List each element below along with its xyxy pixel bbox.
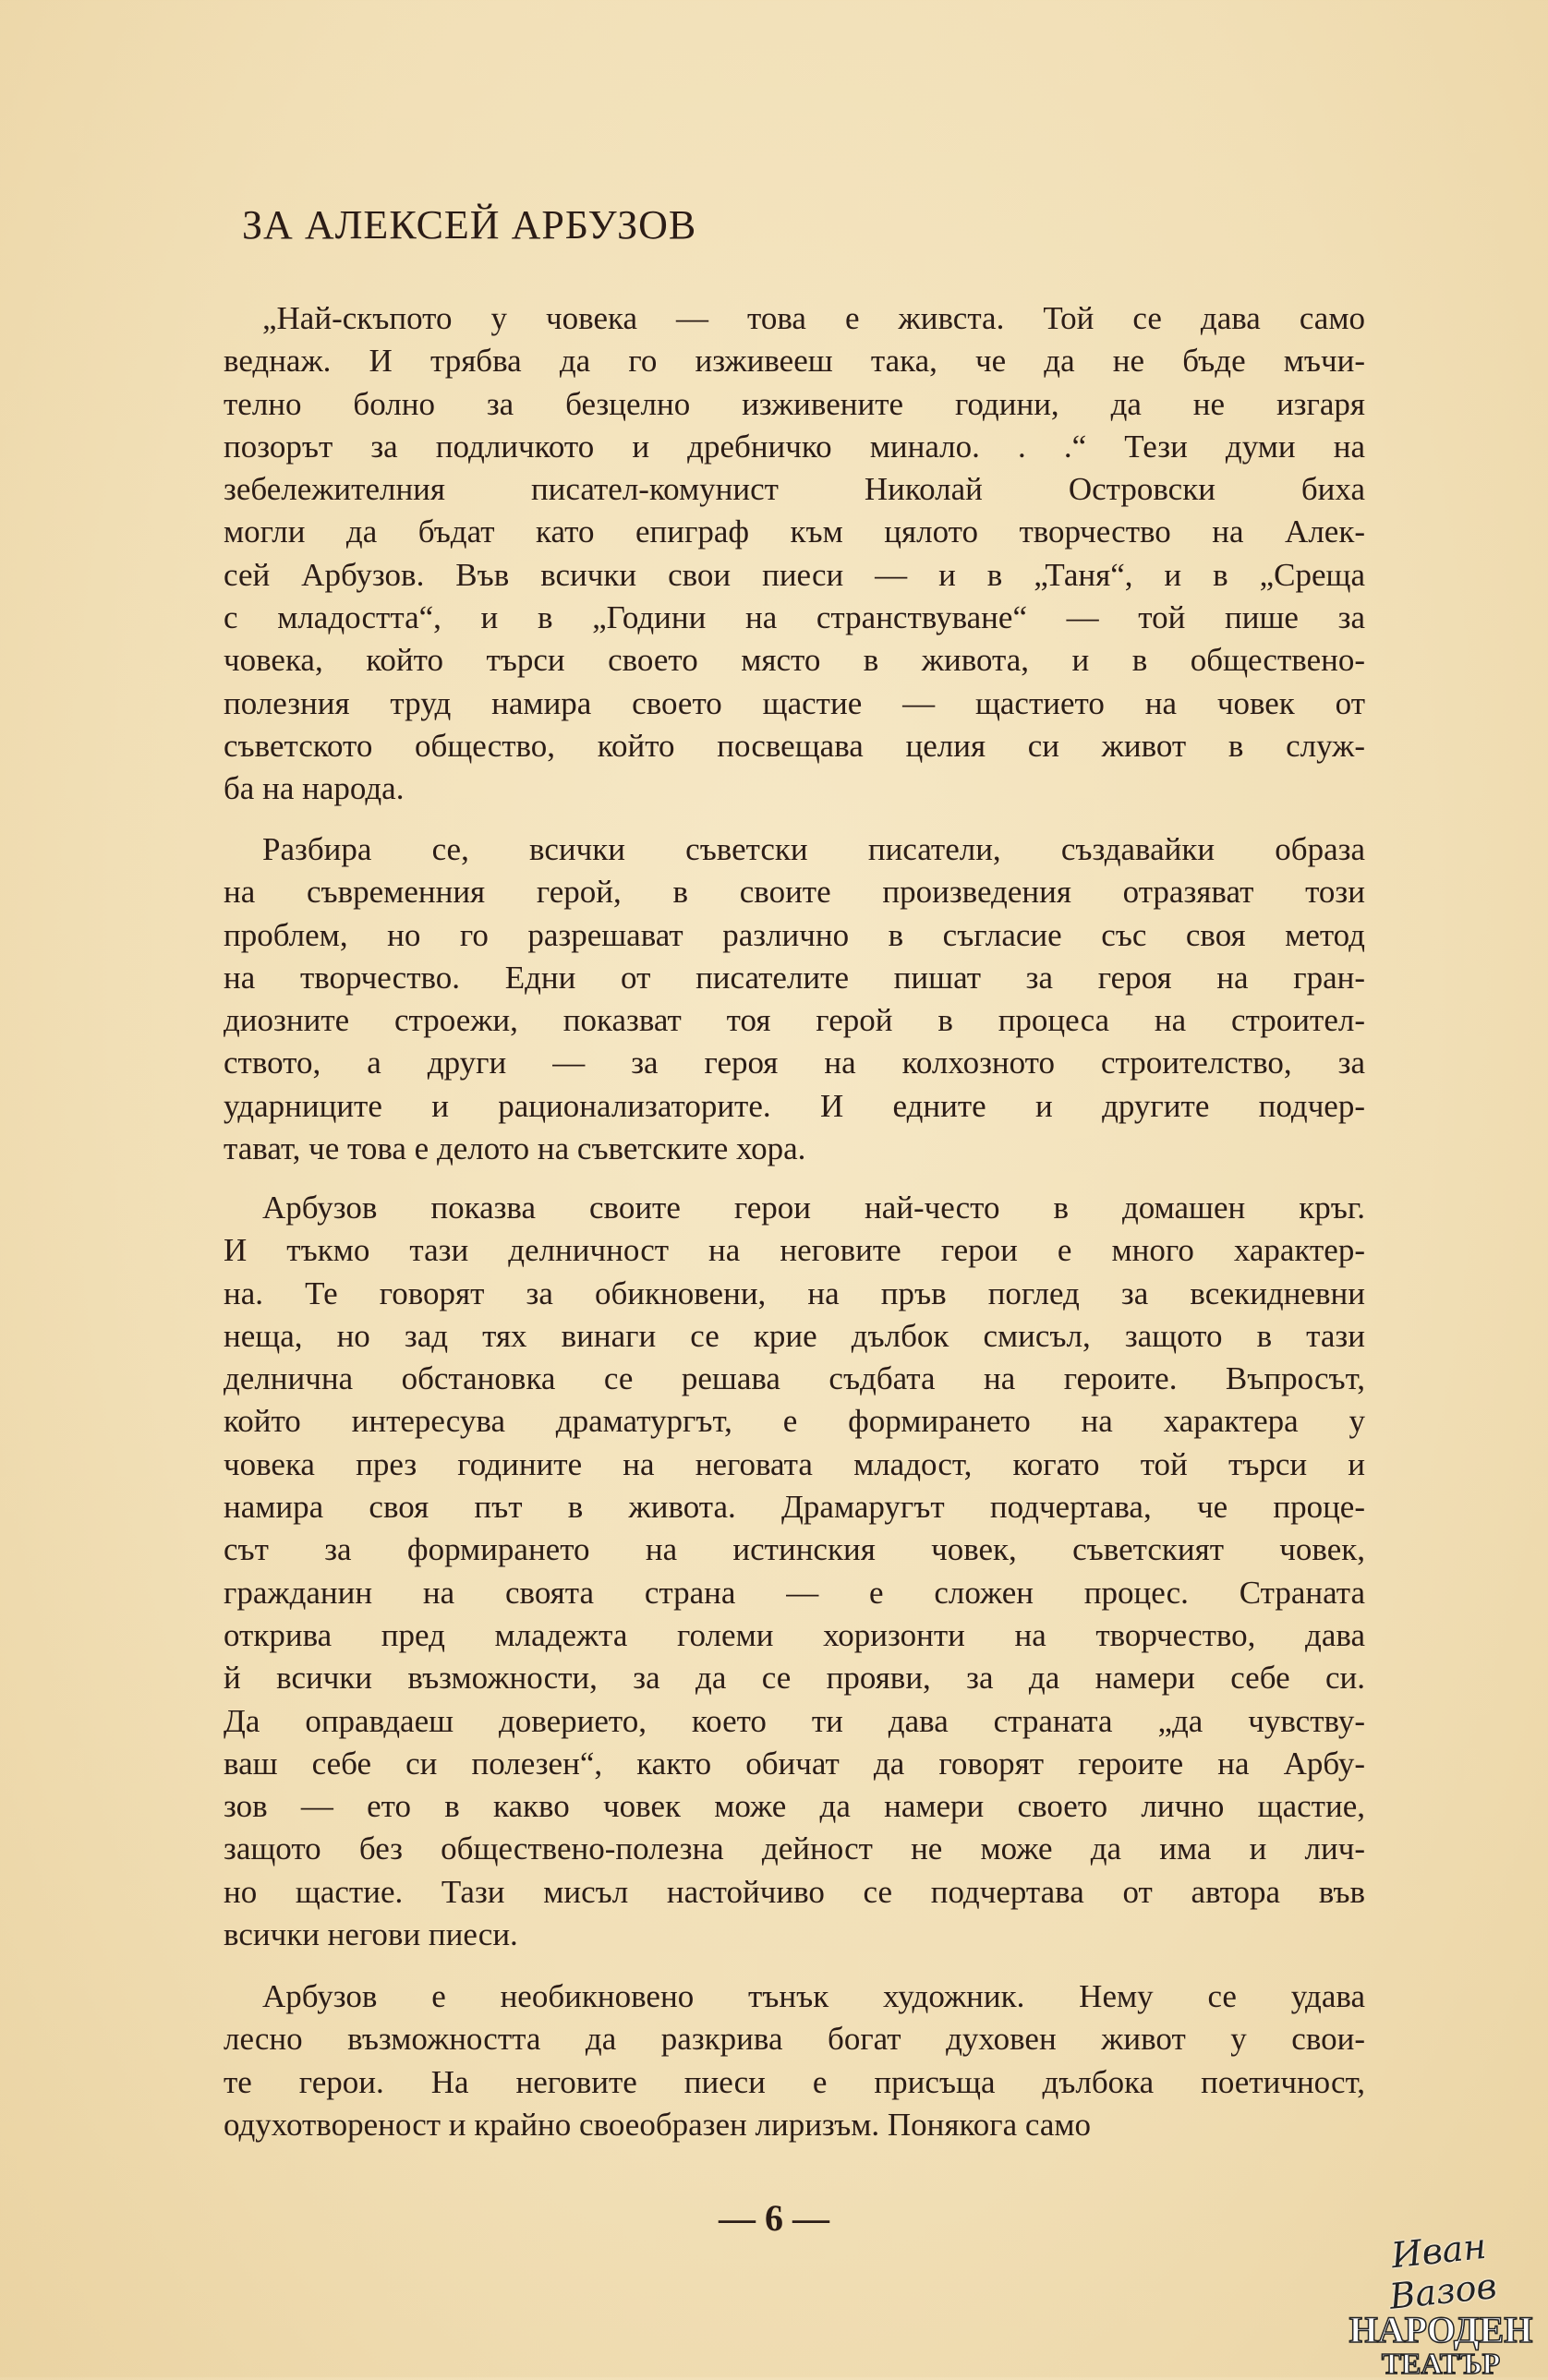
text-line: Арбузов показва своите герои най-често в домашен кръг. <box>262 1190 1365 1226</box>
text-line: човека през годините на неговата младост, когато той търси и <box>224 1445 1365 1482</box>
text-line: лесно възможността да разкрива богат духовен живот у свои- <box>224 2021 1365 2058</box>
text-line: ба на народа. <box>224 770 405 807</box>
text-line: зов — ето в какво човек може да намери своето лично щастие, <box>224 1788 1365 1825</box>
text-line: И тъкмо тази делничност на неговите герои е много характер- <box>224 1232 1365 1269</box>
text-line: на съвременния герой, в своите произведения отразяват този <box>224 874 1365 911</box>
logo-line-1: НАРОДЕН <box>1348 2309 1533 2350</box>
text-line: телно болно за безцелно изживените години, да не изгаря <box>224 385 1365 422</box>
logo-signature: Иван Вазов <box>1387 2225 1499 2317</box>
text-line: „Най-скъпото у човека — това е живста. Той се дава само <box>262 300 1365 336</box>
text-line: одухотвореност и крайно своеобразен лиризъм. Понякога само <box>224 2106 1092 2143</box>
text-line: всички негови пиеси. <box>224 1916 518 1953</box>
logo-line-2: ТЕАТЪР <box>1381 2347 1501 2380</box>
text-line: полезния труд намира своето щастие — щастието на човек от <box>224 684 1365 721</box>
text-line: зебележителния писател-комунист Николай Островски биха <box>224 471 1365 508</box>
text-line: неща, но зад тях винаги се крие дълбок смисъл, защото в тази <box>224 1317 1365 1354</box>
paragraph-4 <box>224 1975 1365 2146</box>
text-line: ството, а други — за героя на колхозното строителство, за <box>224 1045 1365 1081</box>
text-line: на. Те говорят за обикновени, на пръв поглед за всекидневни <box>224 1275 1365 1311</box>
text-line: тават, че това е делото на съветските хора. <box>224 1130 806 1167</box>
text-line: ваш себе си полезен“, както обичат да говорят героите на Арбу- <box>224 1745 1365 1782</box>
paragraph-1 <box>224 297 1365 811</box>
text-line: намира своя път в живота. Драмаругът подчертава, че процe- <box>224 1489 1365 1526</box>
text-line: диозните строежи, показват тоя герой в процеса на строител- <box>224 1002 1365 1039</box>
page-number: — 6 — <box>719 2197 829 2239</box>
text-line: те герои. На неговите пиеси е присъща дълбока поетичност, <box>224 2063 1365 2100</box>
text-line: проблем, но го разрешават различно в съгласие със своя метод <box>224 916 1365 953</box>
text-line: на творчество. Едни от писателите пишат за героя на гран- <box>224 959 1365 996</box>
text-line: могли да бъдат като епиграф към цялото творчество на Алек- <box>224 513 1365 550</box>
text-line: сът за формирането на истинския човек, съветският човек, <box>224 1531 1365 1568</box>
text-line: с младостта“, и в „Години на странствуване“ — той пише за <box>224 599 1365 636</box>
text-line: Арбузов е необикновено тънък художник. Нему се удава <box>262 1978 1365 2014</box>
text-line: Разбира се, всички съветски писатели, създавайки образа <box>262 831 1365 867</box>
text-line: открива пред младежта големи хоризонти на творчество, дава <box>224 1616 1365 1653</box>
text-line: човека, който търси своето място в живота, и в обществено- <box>224 642 1365 679</box>
text-line: но щастие. Тази мисъл настойчиво се подчертава от автора във <box>224 1873 1365 1910</box>
text-line: защото без обществено-полезна дейност не може да има и лич- <box>224 1830 1365 1867</box>
text-line: съветското общество, който посвещава целия си живот в служ- <box>224 727 1365 764</box>
paragraph-3 <box>224 1187 1365 1956</box>
text-line: Да оправдаеш доверието, което ти дава страната „да чувству- <box>224 1702 1365 1739</box>
text-line: ударниците и рационализаторите. И едните и другите подчер- <box>224 1087 1365 1124</box>
text-line: делнична обстановка се решава съдбата на героите. Въпросът, <box>224 1360 1365 1397</box>
article-title: ЗА АЛЕКСЕЙ АРБУЗОВ <box>242 202 697 248</box>
paragraph-2 <box>224 828 1365 1170</box>
text-line: й всички възможности, за да се прояви, за да намери себе си. <box>224 1660 1365 1697</box>
text-line: позорът за подличкото и дребничко минало. . .“ Тези думи на <box>224 428 1365 465</box>
text-line: веднаж. И трябва да го изживееш така, че да не бъде мъчи- <box>224 343 1365 380</box>
text-line: който интересува драматургът, е формирането на характера у <box>224 1403 1365 1440</box>
national-theatre-logo <box>1344 2225 1538 2380</box>
text-line: гражданин на своята страна — е сложен процес. Страната <box>224 1574 1365 1611</box>
text-line: сей Арбузов. Във всички свои пиеси — и в „Таня“, и в „Среща <box>224 556 1365 593</box>
